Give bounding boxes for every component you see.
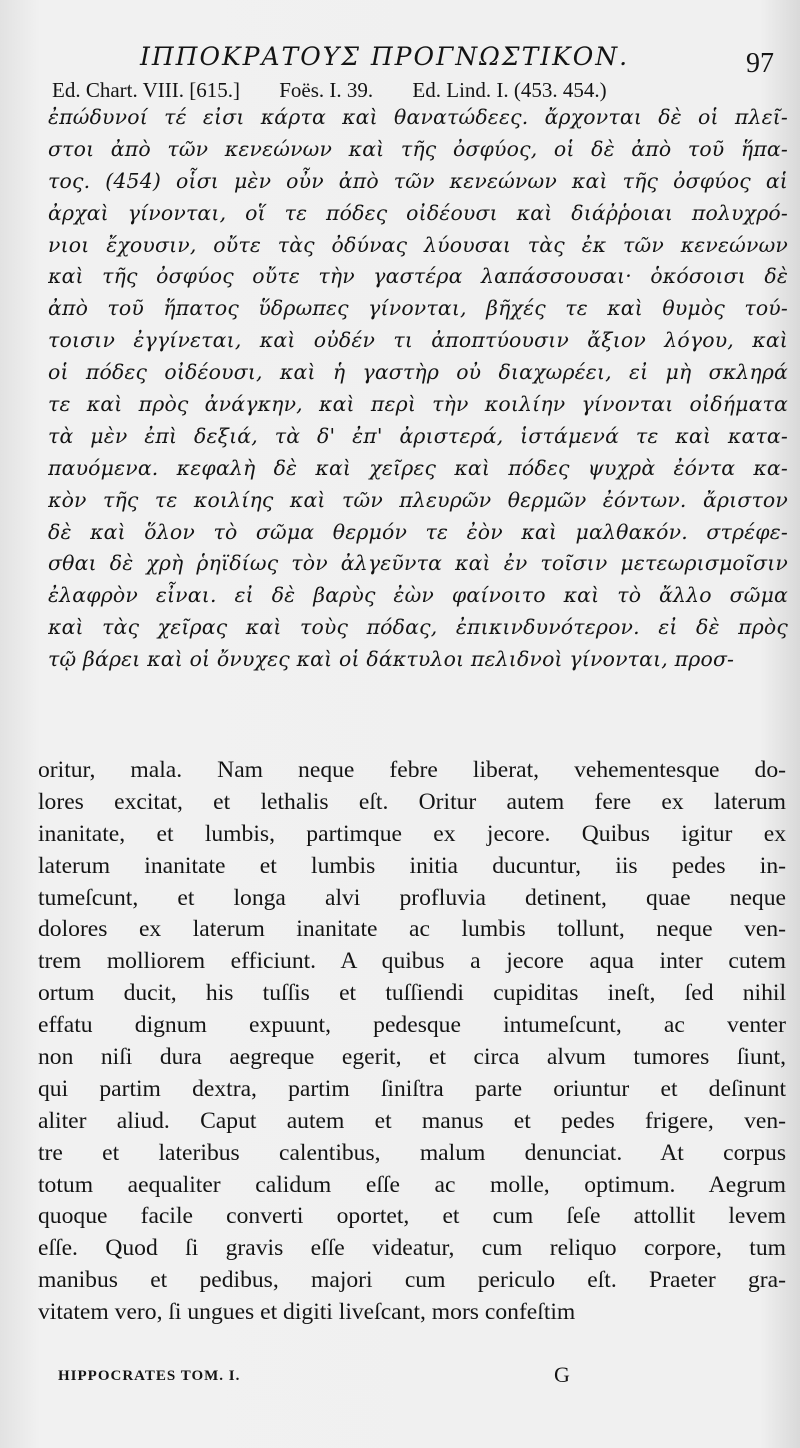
latin-text-line: ortum ducit, his tuſſis et tuſſiendi cupiditas ineſt, ſed nihil	[38, 980, 786, 1007]
greek-text-line: τοισιν ἐγγίνεται, καὶ οὐδέν τι ἀποπτύουσιν ἄξιον λόγου, καὶ	[48, 328, 788, 353]
latin-text-line: eſſe. Quod ſi gravis eſſe videatur, cum reliquo corpore, tum	[38, 1235, 786, 1262]
latin-text-line: quoque facile converti oportet, et cum ſeſe attollit levem	[38, 1203, 786, 1230]
greek-text-line: παυόμενα. κεφαλὴ δὲ καὶ χεῖρες καὶ πόδες ψυχρὰ ἐόντα κα-	[48, 455, 788, 480]
latin-text-line: dolores ex laterum inanitate ac lumbis tollunt, neque ven-	[38, 916, 786, 943]
greek-text-line: καὶ τὰς χεῖρας καὶ τοὺς πόδας, ἐπικινδυνότερον. εἰ δὲ πρὸς	[48, 615, 788, 640]
page-header	[0, 30, 800, 102]
edition-foes: Foës. I. 39.	[279, 78, 374, 102]
greek-text-line: ἐπώδυνοί τέ εἰσι κάρτα καὶ θανατώδεες. ἄρχονται δὲ οἱ πλεῖ-	[48, 105, 788, 129]
latin-text-line: effatu dignum expuunt, pedesque intumeſcunt, ac venter	[38, 1012, 786, 1039]
signature-mark: G	[554, 1362, 570, 1387]
page-footer	[58, 1360, 778, 1400]
greek-text-line: τος. (454) οἷσι μὲν οὖν ἀπὸ τῶν κενεώνων καὶ τῆς ὀσφύος αἱ	[48, 168, 788, 193]
greek-text-line: ἀρχαὶ γίνονται, οἵ τε πόδες οἰδέουσι καὶ διάῤῥοιαι πολυχρό-	[48, 200, 788, 225]
latin-text-line: totum aequaliter calidum eſſe ac molle, optimum. Aegrum	[38, 1171, 786, 1198]
greek-text-line: ἐλαφρὸν εἶναι. εἰ δὲ βαρὺς ἐὼν φαίνοιτο καὶ τὸ ἄλλο σῶμα	[48, 583, 788, 608]
latin-text-line: oritur, mala. Nam neque febre liberat, vehementesque do-	[38, 757, 786, 783]
latin-text-line: trem molliorem efficiunt. A quibus a jecore aqua inter cutem	[38, 948, 786, 975]
latin-text-line: lores excitat, et lethalis eſt. Oritur autem fere ex laterum	[38, 788, 786, 815]
latin-text-line: laterum inanitate et lumbis initia ducuntur, iis pedes in-	[38, 852, 786, 879]
greek-text-line: τὰ μὲν ἐπὶ δεξιά, τὰ δ' ἐπ' ἀριστερά, ἱστάμενά τε καὶ κατα-	[48, 423, 788, 448]
latin-text-line: non niſi dura aegreque egerit, et circa alvum tumores ſiunt,	[38, 1044, 786, 1071]
greek-text-line: κὸν τῆς τε κοιλίης καὶ τῶν πλευρῶν θερμῶν ἐόντων. ἄριστον	[48, 487, 788, 512]
greek-text-line: σθαι δὲ χρὴ ῥηϊδίως τὸν ἀλγεῦντα καὶ ἐν τοῖσιν μετεωρισμοῖσιν	[48, 551, 788, 576]
greek-text-line: ἀπὸ τοῦ ἥπατος ὕδρωπες γίνονται, βῆχές τε καὶ θυμὸς τού-	[48, 296, 788, 321]
greek-text-line: οἱ πόδες οἰδέουσι, καὶ ἡ γαστὴρ οὐ διαχωρέει, εἰ μὴ σκληρά	[48, 360, 788, 385]
latin-text-line: tre et lateribus calentibus, malum denunciat. At corpus	[38, 1139, 786, 1166]
edition-lind: Ed. Lind. I. (453. 454.)	[412, 78, 607, 102]
latin-text-line: manibus et pedibus, majori cum periculo eſt. Praeter gra-	[38, 1267, 786, 1294]
greek-text-line: καὶ τῆς ὀσφύος οὔτε τὴν γαστέρα λαπάσσουσαι· ὁκόσοισι δὲ	[48, 264, 788, 289]
page-number: 97	[746, 48, 774, 79]
greek-text-block	[48, 102, 788, 676]
latin-text-line: qui partim dextra, partim ſiniſtra parte oriuntur et deſinunt	[38, 1075, 786, 1102]
latin-text-line: vitatem vero, ſi ungues et digiti liveſcant, mors confeſtim	[38, 1299, 576, 1326]
greek-text-line: τε καὶ πρὸς ἀνάγκην, καὶ περὶ τὴν κοιλίην γίνονται οἰδήματα	[48, 392, 788, 417]
running-title: ΙΠΠΟΚΡΑΤΟΥΣ ΠΡΟΓΝΩΣΤΙΚΟΝ.	[140, 42, 630, 71]
greek-text-line: τῷ βάρει καὶ οἱ ὄνυχες καὶ οἱ δάκτυλοι πελιδνοὶ γίνονται, προσ-	[48, 647, 735, 672]
footer-signature: HIPPOCRATES TOM. I.	[58, 1368, 241, 1384]
latin-text-line: inanitate, et lumbis, partimque ex jecore. Quibus igitur ex	[38, 820, 786, 847]
greek-text-line: νιοι ἔχουσιν, οὔτε τὰς ὀδύνας λύουσαι τὰς ἐκ τῶν κενεώνων	[48, 232, 788, 257]
latin-text-line: tumeſcunt, et longa alvi profluvia detinent, quae neque	[38, 884, 786, 911]
latin-text-block	[38, 755, 786, 1329]
edition-references	[52, 78, 792, 103]
edition-chart: Ed. Chart. VIII. [615.]	[52, 78, 240, 102]
greek-text-line: στοι ἀπὸ τῶν κενεώνων καὶ τῆς ὀσφύος, οἱ δὲ ἀπὸ τοῦ ἥπα-	[48, 136, 788, 161]
latin-text-line: aliter aliud. Caput autem et manus et pedes frigere, ven-	[38, 1107, 786, 1134]
greek-text-line: δὲ καὶ ὅλον τὸ σῶμα θερμόν τε ἐὸν καὶ μαλθακόν. στρέφε-	[48, 519, 788, 544]
